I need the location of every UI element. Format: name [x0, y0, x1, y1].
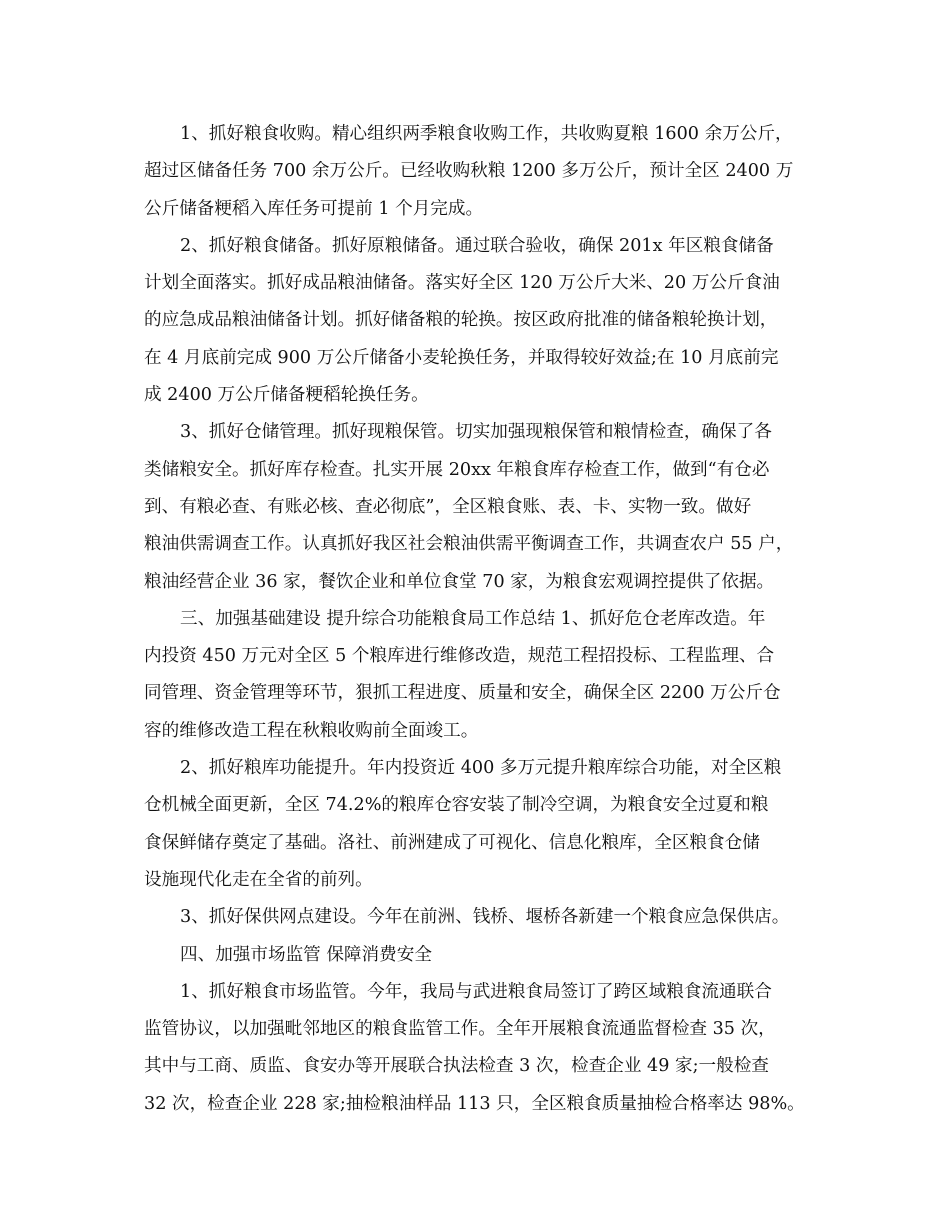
text-line: 粮油供需调查工作。认真抓好我区社会粮油供需平衡调查工作，共调查农户 55 户，: [144, 534, 794, 555]
text-line: 32 次，检查企业 228 家;抽检粮油样品 113 只，全区粮食质量抽检合格率达 98%。: [144, 1093, 805, 1114]
section-heading-market-supervision: [144, 937, 824, 974]
text-line: 设施现代化走在全省的前列。: [144, 869, 373, 890]
text-line: 1、抓好粮食市场监管。今年，我局与武进粮食局签订了跨区域粮食流通联合: [180, 981, 772, 1002]
paragraph-supply-outlets: [144, 899, 824, 936]
text-line: 监管协议，以加强毗邻地区的粮食监管工作。全年开展粮食流通监督检查 35 次，: [144, 1019, 776, 1040]
text-line: 到、有粮必查、有账必核、查必彻底”，全区粮食账、表、卡、实物一致。做好: [144, 496, 752, 517]
paragraph-grain-purchase: [144, 116, 824, 228]
paragraph-infrastructure: [144, 601, 824, 750]
text-line: 其中与工商、质监、食安办等开展联合执法检查 3 次，检查企业 49 家;一般检查: [144, 1056, 769, 1077]
text-line: 食保鲜储存奠定了基础。洛社、前洲建成了可视化、信息化粮库，全区粮食仓储: [144, 832, 760, 853]
text-line: 2、抓好粮库功能提升。年内投资近 400 多万元提升粮库综合功能，对全区粮: [180, 758, 782, 779]
text-line: 1、抓好粮食收购。精心组织两季粮食收购工作，共收购夏粮 1600 余万公斤，: [180, 124, 793, 144]
text-line: 三、加强基础建设 提升综合功能粮食局工作总结 1、抓好危仓老库改造。年: [180, 608, 766, 629]
text-line: 2、抓好粮食储备。抓好原粮储备。通过联合验收，确保 201x 年区粮食储备: [180, 235, 774, 256]
text-line: 在 4 月底前完成 900 万公斤储备小麦轮换任务，并取得较好效益;在 10 月底前完: [144, 347, 779, 368]
paragraph-market-supervision: [144, 974, 824, 1123]
text-line: 公斤储备粳稻入库任务可提前 1 个月完成。: [144, 198, 484, 219]
paragraph-depot-upgrade: [144, 750, 824, 899]
paragraph-grain-reserve: [144, 228, 824, 414]
text-line: 粮油经营企业 36 家，餐饮企业和单位食堂 70 家，为粮食宏观调控提供了依据。: [144, 571, 775, 592]
text-line: 3、抓好保供网点建设。今年在前洲、钱桥、堰桥各新建一个粮食应急保供店。: [180, 907, 790, 928]
text-line: 容的维修改造工程在秋粮收购前全面竣工。: [144, 720, 479, 741]
text-line: 同管理、资金管理等环节，狠抓工程进度、质量和安全，确保全区 2200 万公斤仓: [144, 683, 781, 704]
paragraph-storage-management: [144, 414, 824, 600]
text-line: 3、抓好仓储管理。抓好现粮保管。切实加强现粮保管和粮情检查，确保了各: [180, 422, 772, 443]
text-line: 的应急成品粮油储备计划。抓好储备粮的轮换。按区政府批准的储备粮轮换计划，: [144, 310, 778, 331]
text-line: 计划全面落实。抓好成品粮油储备。落实好全区 120 万公斤大米、20 万公斤食油: [144, 273, 780, 294]
text-line: 类储粮安全。抓好库存检查。扎实开展 20xx 年粮食库存检查工作，做到“有仓必: [144, 459, 770, 480]
text-line: 内投资 450 万元对全区 5 个粮库进行维修改造，规范工程招投标、工程监理、合: [144, 646, 775, 667]
text-line: 成 2400 万公斤储备粳稻轮换任务。: [144, 385, 429, 406]
text-line: 四、加强市场监管 保障消费安全: [180, 944, 432, 965]
document-body: [144, 116, 824, 1123]
text-line: 仓机械全面更新，全区 74.2%的粮库仓容安装了制冷空调，为粮食安全过夏和粮: [144, 795, 769, 816]
text-line: 超过区储备任务 700 余万公斤。已经收购秋粮 1200 多万公斤，预计全区 2400 万: [144, 161, 794, 182]
